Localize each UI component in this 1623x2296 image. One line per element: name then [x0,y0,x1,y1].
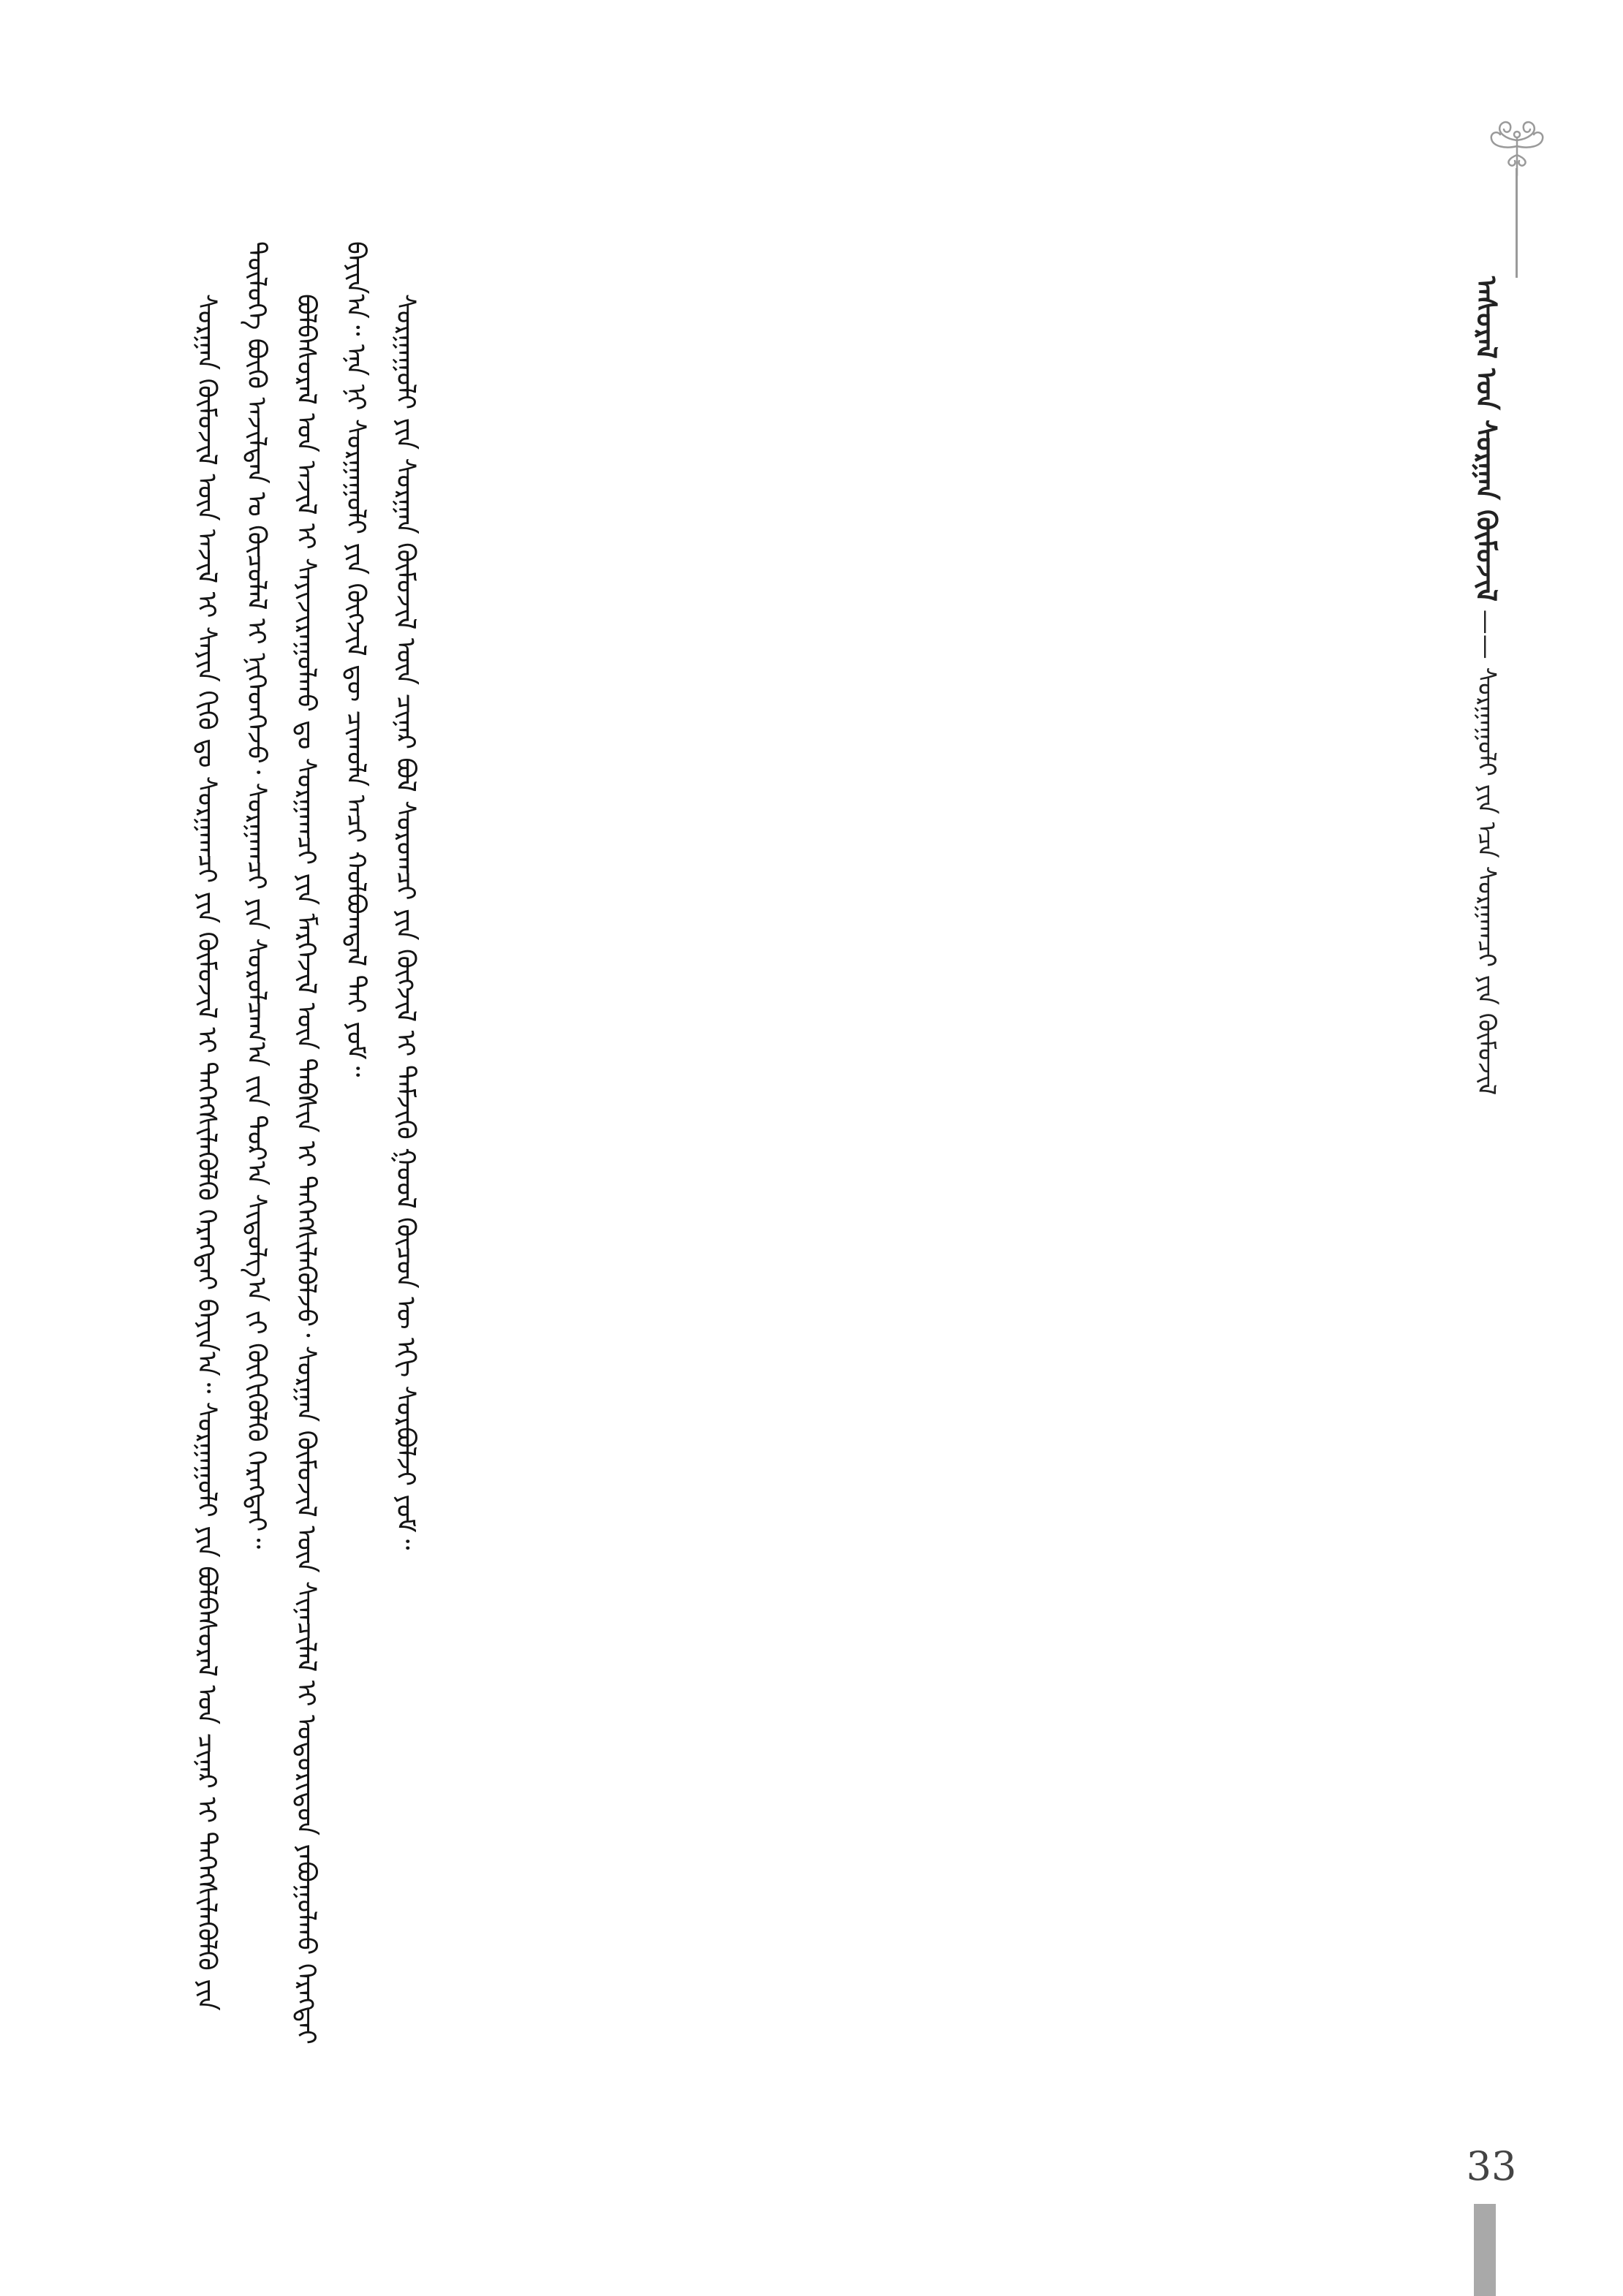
paragraph-3: ᠰᠤᠷᠭᠠᠭᠤᠯᠢ ᠶᠢᠨ ᠰᠤᠷᠭᠠᠨ ᠬᠦᠮᠦᠵᠢᠯ ᠦᠨ ᠴᠢᠨᠠᠷ ᠪᠤᠯ ᠰᠤᠷᠤᠭᠴᠢ ᠶᠢᠨ ᠬᠥᠭᠵᠢᠯ ᠢ ᠳᠡᠮᠵᠢᠬᠦ ᠭᠣᠤᠯ ᠬᠦᠴᠦᠨ ᠦ ᠡᠬᠢ ᠰᠤᠷᠪᠤᠯᠵᠢ ᠶᠤᠮ᠃ [390,294,420,1550]
running-head [1469,276,1543,1096]
page-edge-tab [1474,2204,1496,2296]
page-number: 33 [1466,2143,1517,2189]
running-title: ᠠᠰᠤᠷᠠᠯ ᠤᠨ ᠰᠤᠷᠭᠠᠨ ᠬᠦᠮᠦᠵᠢᠯ [1470,276,1502,602]
paragraph-2: ᠪᠤᠯᠪᠠᠰᠤᠷᠠᠯ ᠤᠨ ᠠᠵᠢᠯ ᠢ ᠰᠠᠶᠢᠵᠢᠷᠠᠭᠤᠯᠬᠤ ᠳᠤ ᠰᠤᠷᠭᠠᠭᠴᠢ ᠶᠢᠨ ᠮᠡᠷᠭᠡᠵᠢᠯ ᠦᠨ ᠲᠡᠪᠰᠢᠨ ᠢ ᠳᠡᠭᠡᠭᠰᠢᠯᠡᠭᠦᠯᠵᠦ᠂ ᠰᠤᠷᠭᠠᠨ ᠬᠦᠮᠦᠵᠢᠯ ᠦᠨ ᠰᠢᠨᠡᠴᠢᠯᠡᠯ ᠢ ᠤᠳᠤᠷᠢᠳᠤᠨ ᠶᠠᠪᠤᠭᠤᠯᠬᠤ ᠬᠡᠷᠡᠭᠲᠡᠢ ᠪᠠᠶᠢᠨ᠎ᠠ᠃ ᠡᠨᠡ ᠨᠢ ᠰᠤᠷᠭᠠᠭᠤᠯᠢ ᠶᠢᠨ ᠬᠥᠭᠵᠢᠯ ᠳᠦ ᠴᠢᠬᠤᠯᠠ ᠠᠴᠢ ᠬᠣᠯᠪᠣᠭᠳᠠᠯ ᠲᠠᠶ ᠶᠤᠮ᠃ [291,241,371,2045]
header-rule [1516,168,1518,278]
running-subtitle: ᠰᠤᠷᠭᠠᠭᠤᠯᠢ ᠶᠢᠨ ᠡᠴᠡ ᠰᠤᠷᠭᠠᠭᠴᠢ ᠶᠢᠨ ᠬᠦᠮᠦᠵᠢᠯ [1472,667,1501,1096]
header-separator: —— [1472,609,1501,659]
body-text [181,241,444,2047]
paragraph-1: ᠰᠤᠷᠭᠠᠨ ᠬᠦᠮᠦᠵᠢᠯ ᠦᠨ ᠠᠵᠢᠯ ᠢ ᠰᠠᠶᠢᠨ ᠬᠢᠬᠦ ᠳᠤ ᠰᠤᠷᠭᠠᠭᠴᠢ ᠶᠢᠨ ᠬᠦᠮᠦᠵᠢᠯ ᠢ ᠳᠡᠭᠡᠭᠰᠢᠯᠡᠭᠦᠯᠬᠦ ᠬᠡᠷᠡᠭᠲᠡᠢ ᠪᠠᠶᠢᠨ᠎ᠠ᠃ ᠰᠤᠷᠭᠠᠭᠤᠯᠢ ᠶᠢᠨ ᠪᠤᠯᠪᠠᠰᠤᠷᠠᠯ ᠤᠨ ᠴᠢᠨᠠᠷ ᠢ ᠳᠡᠭᠡᠭᠰᠢᠯᠡᠭᠦᠯᠬᠦ ᠶᠢᠨ ᠲᠥᠯᠥᠭᠡ ᠪᠦᠬᠦ ᠠᠵᠢᠯᠲᠠᠨ ᠤ ᠬᠦᠴᠦᠯᠡᠯ ᠢ ᠨᠢᠭᠡᠳᠬᠡᠵᠦ᠂ ᠰᠤᠷᠭᠠᠭᠴᠢ ᠶᠢᠨ ᠰᠤᠷᠤᠯᠴᠠᠭ᠎ᠠ ᠵᠢᠨ ᠳᠤᠷ᠎ᠠ ᠰᠢᠳᠤᠯᠭ᠎ᠠ ᠵᠢ ᠬᠥᠬᠢᠭᠦᠯᠬᠦ ᠬᠡᠷᠡᠭᠲᠡᠢ᠃ [192,241,271,2011]
